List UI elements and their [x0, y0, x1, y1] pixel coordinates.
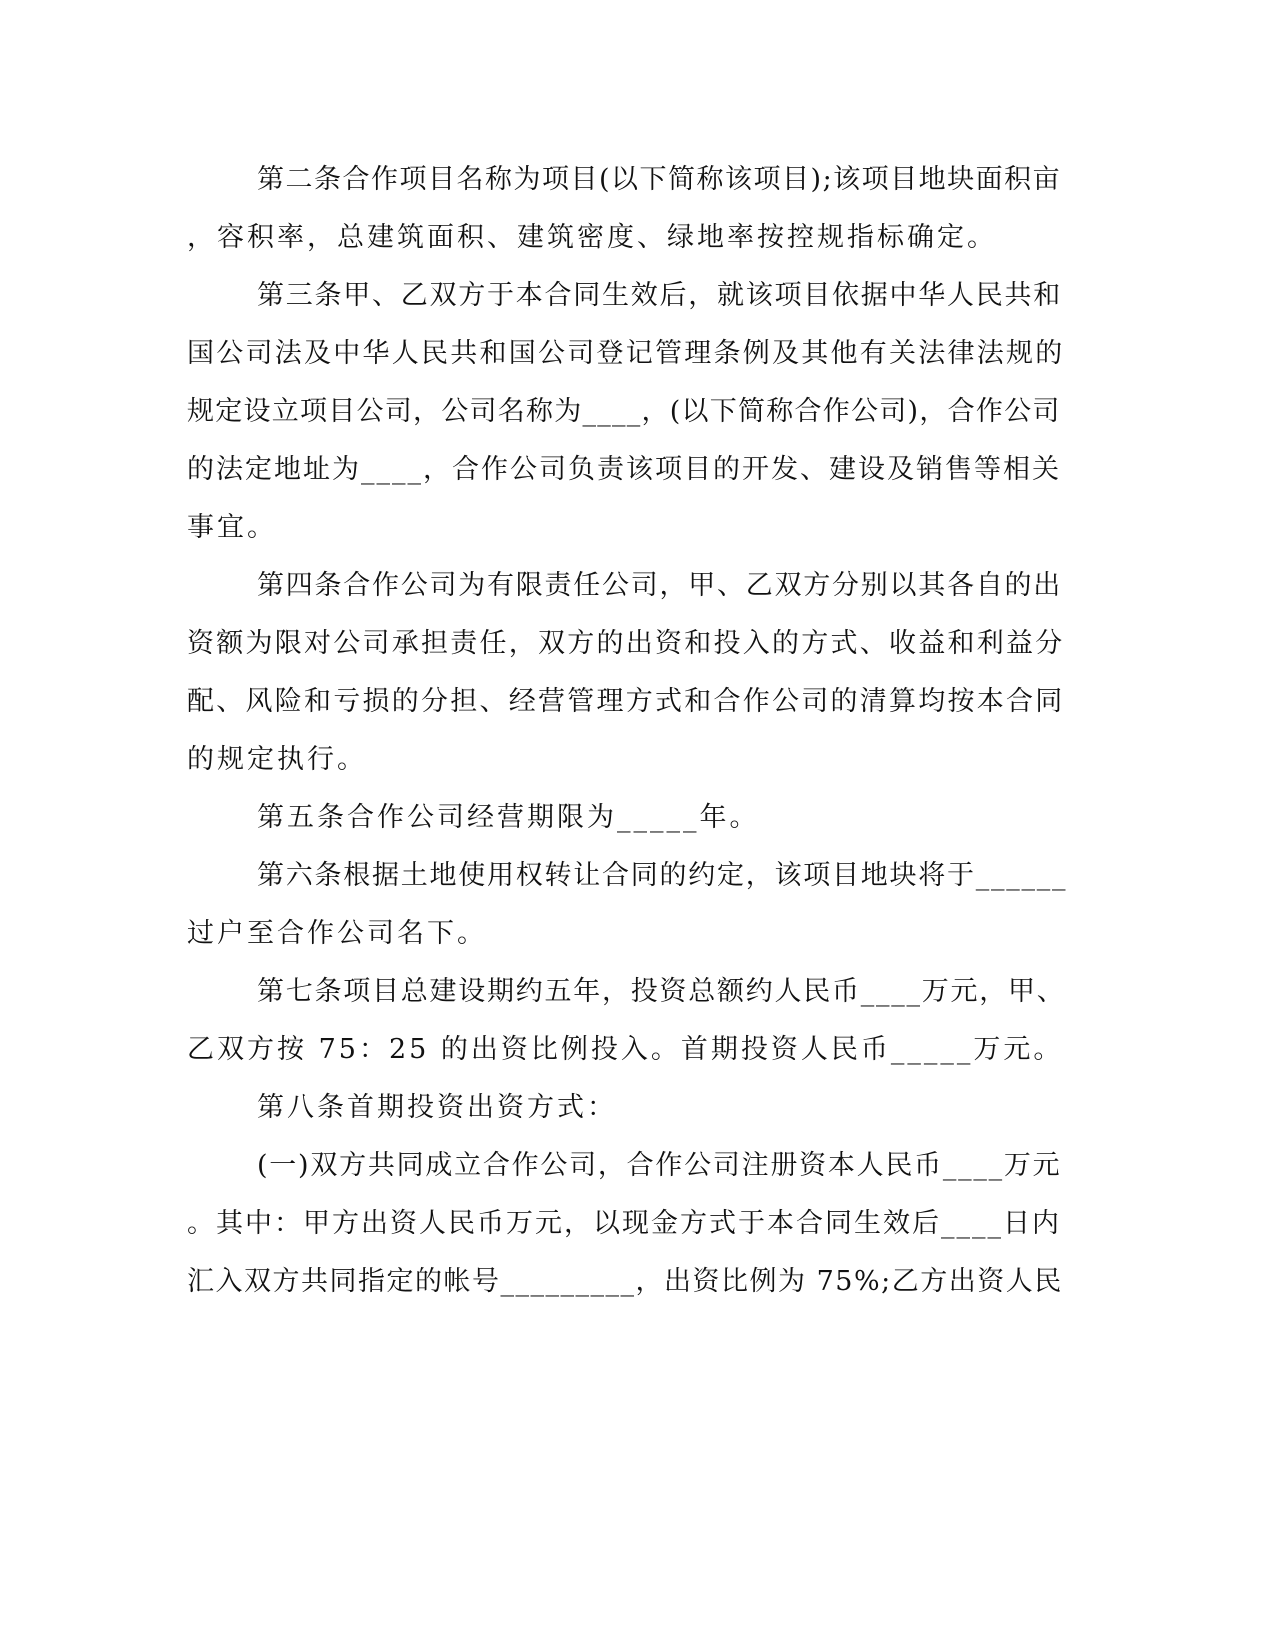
text-line: 第八条首期投资出资方式： — [257, 1092, 617, 1123]
text-line: 第三条甲、乙双方于本合同生效后，就该项目依据中华人民共和 — [257, 280, 1062, 311]
text-line: 乙双方按 75：25 的出资比例投入。首期投资人民币_____万元。 — [187, 1034, 1064, 1065]
text-line: 第四条合作公司为有限责任公司，甲、乙双方分别以其各自的出 — [257, 570, 1062, 601]
text-line: 配、风险和亏损的分担、经营管理方式和合作公司的清算均按本合同 — [187, 686, 1065, 717]
text-line: 第二条合作项目名称为项目(以下简称该项目);该项目地块面积亩 — [257, 164, 1062, 195]
text-line: 第六条根据土地使用权转让合同的约定，该项目地块将于______ — [257, 860, 1068, 891]
text-line: ，容积率，总建筑面积、建筑密度、绿地率按控规指标确定。 — [187, 222, 997, 253]
text-line: 资额为限对公司承担责任，双方的出资和投入的方式、收益和利益分 — [187, 628, 1065, 659]
text-line: 第五条合作公司经营期限为_____年。 — [257, 802, 760, 833]
text-line: 过户至合作公司名下。 — [187, 918, 487, 949]
text-line: (一)双方共同成立合作公司，合作公司注册资本人民币____万元 — [257, 1150, 1062, 1181]
text-line: 的法定地址为____，合作公司负责该项目的开发、建设及销售等相关 — [187, 454, 1061, 485]
text-line: 第七条项目总建设期约五年，投资总额约人民币____万元，甲、 — [257, 976, 1066, 1007]
text-line: 汇入双方共同指定的帐号_________，出资比例为 75%;乙方出资人民 — [187, 1266, 1063, 1297]
text-line: 。其中：甲方出资人民币万元，以现金方式于本合同生效后____日内 — [187, 1208, 1061, 1239]
text-line: 的规定执行。 — [187, 744, 367, 775]
text-line: 事宜。 — [187, 512, 277, 543]
text-line: 国公司法及中华人民共和国公司登记管理条例及其他有关法律法规的 — [187, 338, 1065, 369]
text-line: 规定设立项目公司，公司名称为____，(以下简称合作公司)，合作公司 — [187, 396, 1061, 427]
